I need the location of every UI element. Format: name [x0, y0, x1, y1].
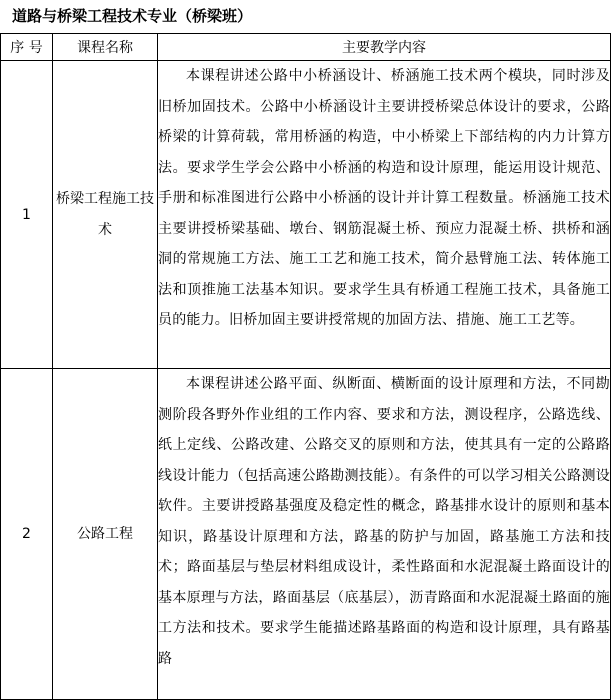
header-main-content: 主要教学内容: [158, 34, 611, 61]
table-header-row: [1, 34, 611, 61]
row-content: 本课程讲述公路平面、纵断面、横断面的设计原理和方法，不同勘测阶段各野外作业组的工作内容、要求和方法，测设程序，公路选线、纸上定线、公路改建、公路交叉的原则和方法，使其具有一定的公路路线设计能力（包括高速公路勘测技能）。有条件的可以学习相关公路测设软件。主要讲授路基强度及稳定性的概念，路基排水设计的原则和基本知识，路基设计原理和方法，路基的防护与加固，路基施工方法和技术；路面基层与垫层材料组成设计，柔性路面和水泥混凝土路面设计的基本原理与方法，路面基层（底基层），沥青路面和水泥混凝土路面的施工方法和技术。要求学生能描述路基路面的构造和设计原理，具有路基路: [158, 376, 610, 667]
header-course-name: 课程名称: [53, 34, 158, 61]
table-row: [1, 61, 611, 369]
row-content: 本课程讲述公路中小桥涵设计、桥涵施工技术两个模块，同时涉及旧桥加固技术。公路中小桥涵设计主要讲授桥梁总体设计的要求，公路桥梁的计算荷载，常用桥涵的构造，中小桥梁上下部结构的内力计算方法。要求学生学会公路中小桥涵的构造和设计原理，能运用设计规范、手册和标准图进行公路中小桥涵的设计并计算工程数量。桥涵施工技术主要讲授桥梁基础、墩台、钢筋混凝土桥、预应力混凝土桥、拱桥和涵洞的常规施工方法、施工工艺和施工技术，简介悬臂施工法、转体施工法和顶推施工法基本知识。要求学生具有桥通工程施工技术，具备施工员的能力。旧桥加固主要讲授常规的加固方法、措施、施工工艺等。: [158, 68, 610, 328]
row-content-cell: [158, 61, 611, 369]
curriculum-table: [0, 33, 611, 700]
header-index: 序 号: [1, 34, 53, 61]
row-index: 2: [1, 369, 53, 700]
table-row: [1, 369, 611, 700]
row-content-cell: [158, 369, 611, 700]
row-index: 1: [1, 61, 53, 369]
row-course-name: 桥梁工程施工技术: [53, 61, 158, 369]
row-course-name: 公路工程: [53, 369, 158, 700]
document-title: 道路与桥梁工程技术专业（桥梁班）: [12, 7, 253, 25]
